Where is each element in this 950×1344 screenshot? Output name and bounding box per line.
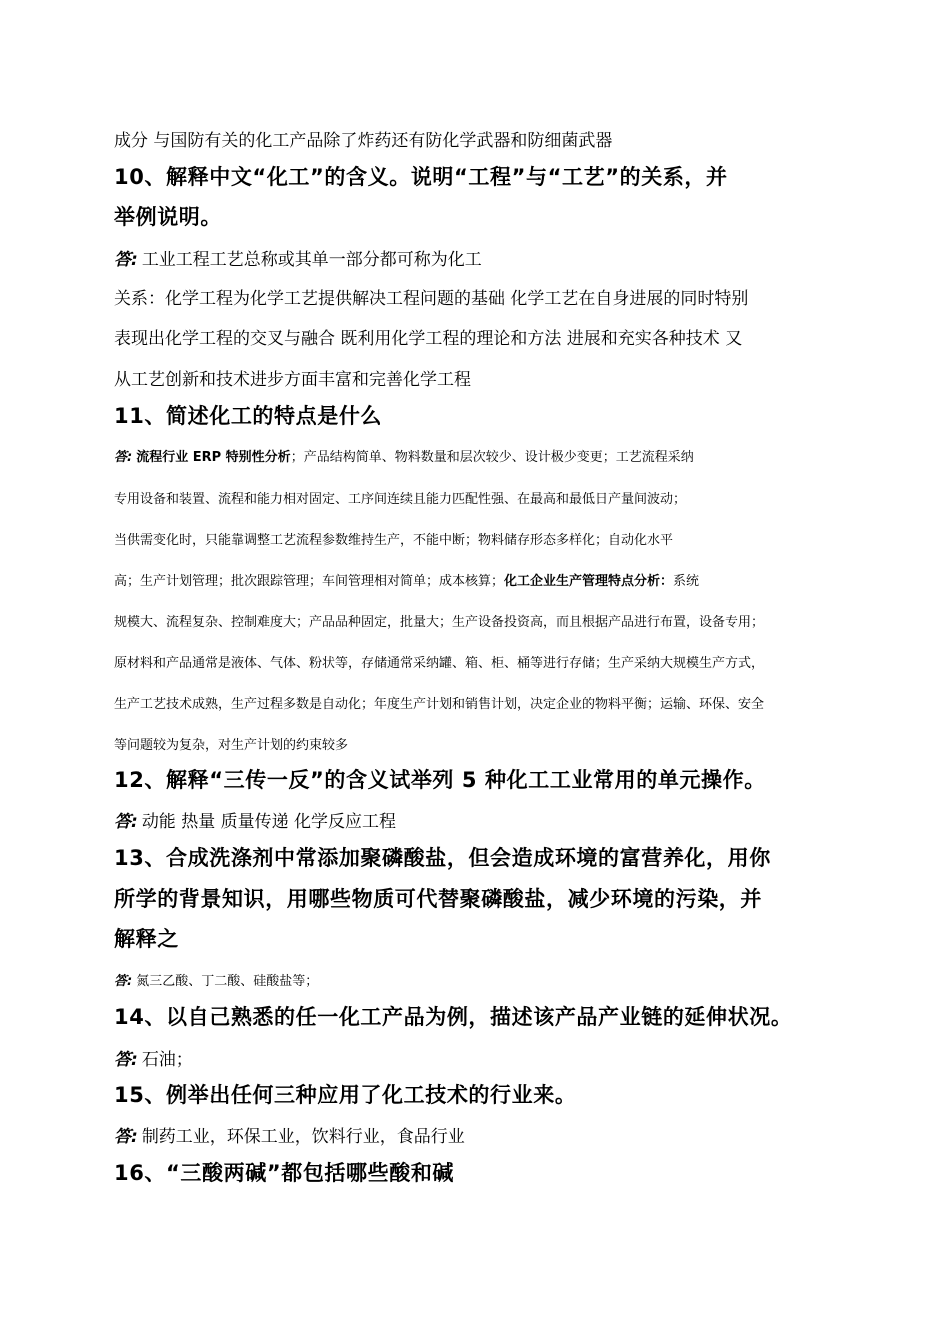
text-line xyxy=(114,570,699,589)
answer-prefix: 答: xyxy=(114,250,138,270)
question-heading: 13、合成洗涤剂中常添加聚磷酸盐，但会造成环境的富营养化，用你 xyxy=(114,846,771,870)
question-heading: 15、例举出任何三种应用了化工技术的行业来。 xyxy=(114,1083,577,1107)
answer-prefix: 答: xyxy=(114,1127,138,1147)
answer-text: 氮三乙酸、丁二酸、硅酸盐等； xyxy=(136,974,319,989)
question-heading: 所学的背景知识，用哪些物质可代替聚磷酸盐，减少环境的污染，并 xyxy=(114,887,762,911)
question-heading: 16、“三酸两碱”都包括哪些酸和碱 xyxy=(114,1161,455,1185)
question-heading: 10、解释中文“化工”的含义。说明“工程”与“工艺”的关系，并 xyxy=(114,165,728,189)
answer-text: 制药工业，环保工业，饮料行业，食品行业 xyxy=(141,1127,465,1147)
text-line: 成分 与国防有关的化工产品除了炸药还有防化学武器和防细菌武器 xyxy=(114,131,613,151)
question-heading: 举例说明。 xyxy=(114,205,222,229)
answer-prefix: 答: xyxy=(114,1050,138,1070)
text-line: 专用设备和装置、流程和能力相对固定、工序间连续且能力匹配性强、在最高和最低日产量间波动； xyxy=(114,492,687,507)
text-line: 表现出化学工程的交叉与融合 既利用化学工程的理论和方法 进展和充实各种技术 又 xyxy=(114,329,743,349)
text-line: 关系：化学工程为化学工艺提供解决工程问题的基础 化学工艺在自身进展的同时特别 xyxy=(114,289,749,309)
answer-line xyxy=(114,970,318,989)
text-line: 原材料和产品通常是液体、气体、粉状等，存储通常采纳罐、箱、柜、桶等进行存储；生产采纳大规模生产方式， xyxy=(114,656,765,671)
answer-prefix: 答: xyxy=(114,974,133,989)
bold-term: 流程行业 ERP 特别性分析 xyxy=(136,450,291,465)
answer-line xyxy=(114,807,396,832)
question-heading: 14、以自己熟悉的任一化工产品为例，描述该产品产业链的延伸状况。 xyxy=(114,1005,793,1029)
answer-line xyxy=(114,446,694,465)
answer-line xyxy=(114,1045,193,1070)
text-line: 规模大、流程复杂、控制难度大；产品品种固定，批量大；生产设备投资高，而且根据产品进行布置，设备专用； xyxy=(114,615,765,630)
answer-line xyxy=(114,245,482,270)
answer-text: 动能 热量 质量传递 化学反应工程 xyxy=(141,812,397,832)
answer-text: ；产品结构简单、物料数量和层次较少、设计极少变更；工艺流程采纳 xyxy=(290,450,694,465)
answer-text: 石油； xyxy=(141,1050,193,1070)
question-heading: 11、简述化工的特点是什么 xyxy=(114,404,383,428)
question-heading: 解释之 xyxy=(114,927,179,951)
text-span: 系统 xyxy=(673,574,700,589)
text-line: 从工艺创新和技术进步方面丰富和完善化学工程 xyxy=(114,370,471,390)
answer-prefix: 答: xyxy=(114,812,138,832)
answer-line xyxy=(114,1122,465,1147)
text-span: 高；生产计划管理；批次跟踪管理；车间管理相对简单；成本核算； xyxy=(114,574,505,589)
answer-text: 工业工程工艺总称或其单一部分都可称为化工 xyxy=(141,250,482,270)
bold-term: 化工企业生产管理特点分析： xyxy=(504,574,674,589)
answer-prefix: 答: xyxy=(114,450,133,465)
text-line: 等问题较为复杂，对生产计划的约束较多 xyxy=(114,738,349,753)
text-line: 当供需变化时，只能靠调整工艺流程参数维持生产，不能中断；物料储存形态多样化；自动化水平 xyxy=(114,533,674,548)
text-line: 生产工艺技术成熟，生产过程多数是自动化；年度生产计划和销售计划，决定企业的物料平衡；运输、环保、安全 xyxy=(114,697,765,712)
question-heading: 12、解释“三传一反”的含义试举列 5 种化工工业常用的单元操作。 xyxy=(114,768,766,792)
